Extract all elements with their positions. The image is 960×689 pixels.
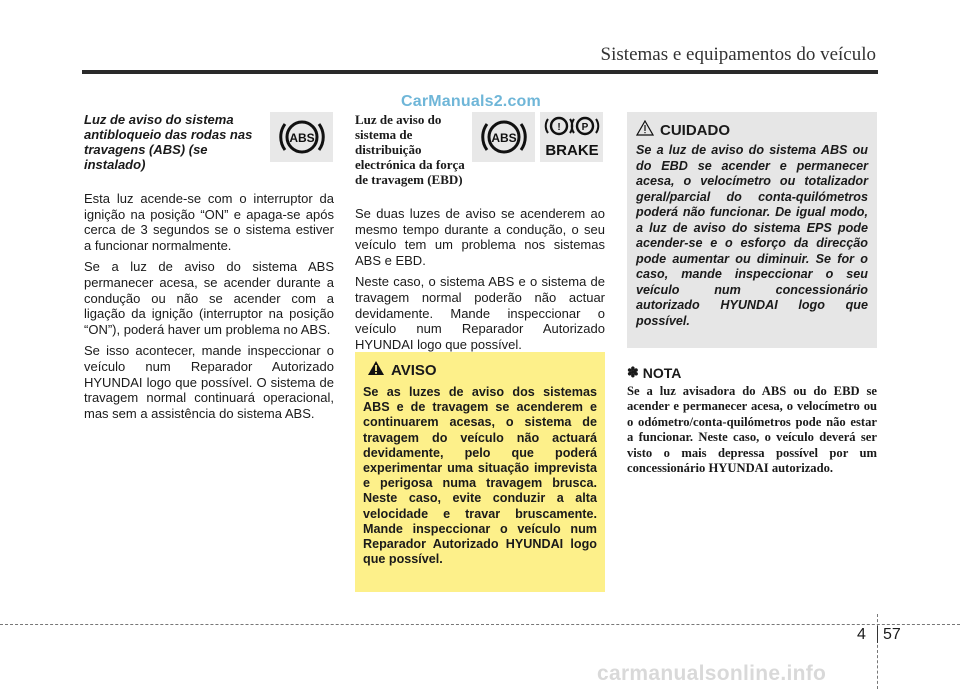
warning-label: AVISO [391,362,437,379]
warning-text: Se as luzes de aviso dos sistemas ABS e de travagem se acenderem e continuarem acesas, o sistema de travagem do veículo não actuará devidamente, pelo que poderá experimentar uma situação imprevista e perigosa numa travagem brusca. Neste caso, evite conduzir a alta velocidade e travar bruscamente. Mande inspeccionar o veículo num Reparador Autorizado HYUNDAI logo que possível. [363,385,597,567]
header-rule-thin [82,73,602,74]
chapter-number: 4 [857,626,866,643]
watermark-bottom: carmanualsonline.info [597,662,827,685]
page-header-title: Sistemas e equipamentos do veículo [600,44,876,65]
paragraph: Se a luz de aviso do sistema ABS permanecer acesa, se acender durante a condução ou não se acender com a ligação da ignição (interruptor na posição “ON”), poderá haver um problema no ABS. [84,259,334,337]
caution-box [627,112,877,348]
paragraph: Esta luz acende-se com o interruptor da ignição na posição “ON” e apaga-se após cerca de 3 segundos se o sistema estiver a funcionar normalmente. [84,191,334,253]
svg-text:!: ! [556,122,561,133]
brake-warning-icon [540,112,603,162]
abs-section-title: Luz de aviso do sistema antibloqueio das rodas nas travagens (ABS) (se instalado) [84,112,253,172]
svg-text:P: P [581,122,588,133]
ebd-section-body [355,206,605,358]
note-text: Se a luz avisadora do ABS ou do EBD se acender e permanecer acesa, o velocímetro ou o odómetro/conta-quilómetros pode não estar a funcionar. Neste caso, o veículo deverá ser visto o mais depressa possível por um concessionário HYUNDAI autorizado. [627,384,877,476]
abs-warning-icon [270,112,333,162]
warning-triangle-icon [367,360,385,381]
svg-text:ABS: ABS [288,131,315,145]
ebd-section-title: Luz de aviso do sistema de distribuição electrónica da força de travagem (EBD) [355,112,465,187]
warning-box [355,352,605,592]
watermark-top: CarManuals2.com [401,93,541,110]
abs-section-body [84,191,334,427]
abs-warning-icon [472,112,535,162]
note-asterisk-icon: ✽ [627,364,639,380]
caution-text: Se a luz de aviso do sistema ABS ou do EBD se acender e permanecer acesa, o velocímetro ou totalizador geral/parcial do conta-quilómetros poderá não funcionar. De igual modo, a luz de aviso do sistema EPS pode acender-se e o esforço da direcção pode aumentar ou diminuir. Se for o caso, mande inspeccionar o seu veículo num concessionário autorizado HYUNDAI logo que possível. [636,143,868,328]
footer-dashed-line [0,624,960,625]
paragraph: Se isso acontecer, mande inspeccionar o veículo num Reparador Autorizado HYUNDAI logo que possível. O sistema de travagem normal continuará operacional, mas sem a assistência do sistema ABS. [84,343,334,421]
svg-text:BRAKE: BRAKE [544,142,599,159]
page-number: 57 [883,626,901,643]
paragraph: Se duas luzes de aviso se acenderem ao mesmo tempo durante a condução, o seu veículo tem um problema nos sistemas ABS e EBD. [355,206,605,268]
paragraph: Neste caso, o sistema ABS e o sistema de travagem normal poderão não actuar devidamente. Mande inspeccionar o veículo num Reparador Autorizado HYUNDAI logo que possível. [355,274,605,352]
caution-label: CUIDADO [660,122,730,139]
svg-text:ABS: ABS [490,131,517,145]
note-heading [627,364,681,381]
caution-triangle-icon [636,120,654,141]
note-label: NOTA [642,364,682,381]
page-number-separator [877,626,878,643]
